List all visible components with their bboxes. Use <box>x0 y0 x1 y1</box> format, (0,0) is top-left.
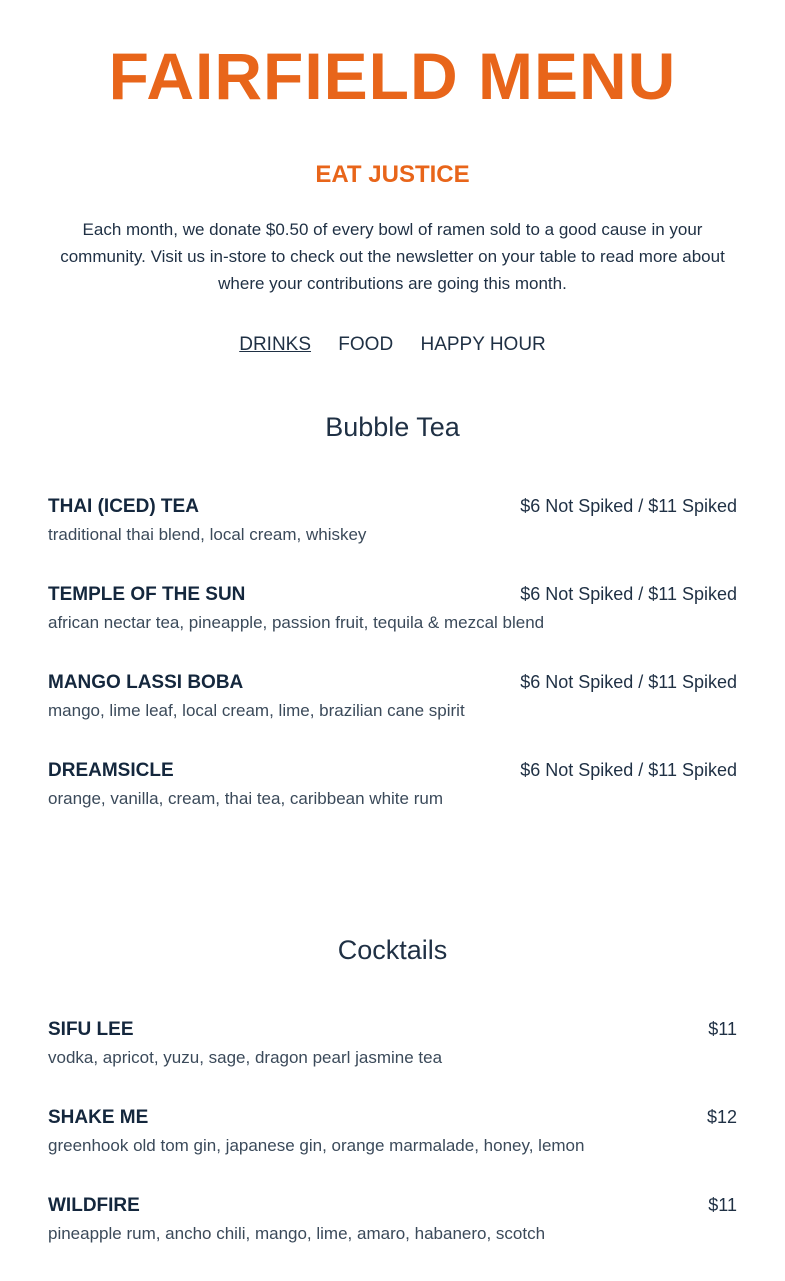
item-description: traditional thai blend, local cream, whiskey <box>48 525 367 544</box>
item-name: MANGO LASSI BOBA <box>48 672 244 693</box>
menu-item <box>48 1105 737 1193</box>
item-description: greenhook old tom gin, japanese gin, orange marmalade, honey, lemon <box>48 1136 585 1155</box>
item-name: TEMPLE OF THE SUN <box>48 584 246 605</box>
item-name: SHAKE ME <box>48 1107 149 1128</box>
tab-happy-hour[interactable]: HAPPY HOUR <box>420 334 546 355</box>
item-price: $12 <box>706 1107 737 1127</box>
bubble-tea-list <box>48 494 737 846</box>
item-description: orange, vanilla, cream, thai tea, caribbean white rum <box>48 789 443 808</box>
menu-item <box>48 670 737 758</box>
item-name: SIFU LEE <box>48 1019 134 1040</box>
item-price: $6 Not Spiked / $11 Spiked <box>520 672 737 692</box>
item-description: mango, lime leaf, local cream, lime, brazilian cane spirit <box>48 701 465 720</box>
tagline: EAT JUSTICE <box>315 161 470 188</box>
item-name: WILDFIRE <box>48 1195 140 1216</box>
menu-item <box>48 494 737 582</box>
menu-item <box>48 1017 737 1105</box>
section-title-bubble-tea: Bubble Tea <box>325 412 460 442</box>
menu-nav <box>0 332 785 358</box>
item-description: vodka, apricot, yuzu, sage, dragon pearl jasmine tea <box>48 1048 443 1067</box>
section-title-cocktails: Cocktails <box>337 935 448 965</box>
tab-drinks[interactable]: DRINKS <box>239 334 312 355</box>
menu-item <box>48 582 737 670</box>
item-price: $6 Not Spiked / $11 Spiked <box>520 496 737 516</box>
item-price: $6 Not Spiked / $11 Spiked <box>520 760 737 780</box>
menu-item <box>48 758 737 846</box>
item-name: THAI (ICED) TEA <box>48 496 199 517</box>
item-price: $11 <box>708 1019 737 1039</box>
item-description: african nectar tea, pineapple, passion fruit, tequila & mezcal blend <box>48 613 545 632</box>
tab-food[interactable]: FOOD <box>338 334 394 355</box>
page-title: FAIRFIELD MENU <box>108 39 677 113</box>
item-name: DREAMSICLE <box>48 760 174 781</box>
item-price: $6 Not Spiked / $11 Spiked <box>520 584 737 604</box>
item-description: pineapple rum, ancho chili, mango, lime, amaro, habanero, scotch <box>48 1224 546 1243</box>
item-price: $11 <box>708 1195 737 1215</box>
menu-item <box>48 1193 737 1281</box>
cocktails-list <box>48 1017 737 1281</box>
intro-text: Each month, we donate $0.50 of every bowl of ramen sold to a good cause in your community. Visit us in-store to check out the newsletter on your table to read more about where your contributions are going this month. <box>60 220 725 293</box>
